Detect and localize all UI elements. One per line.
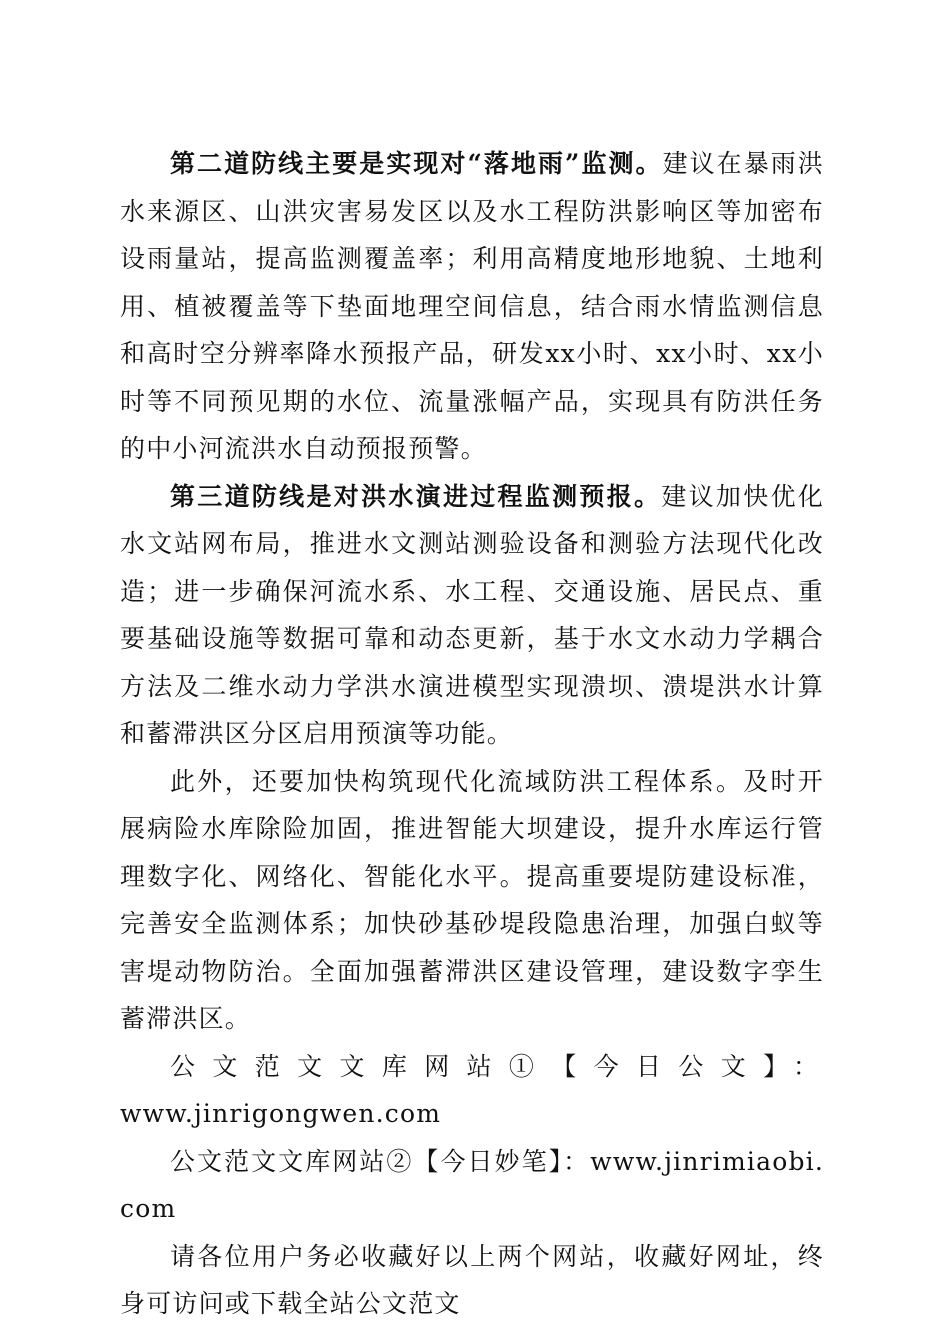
site2-url[interactable]: www.jinrimiaobi.com (120, 1146, 824, 1223)
notice-paragraph: 请各位用户务必收藏好以上两个网站，收藏好网址，终身可访问或下载全站公文范文 (120, 1241, 824, 1318)
site2-label: 公文范文文库网站②【今日妙笔】： (170, 1146, 591, 1176)
site1-url[interactable]: www.jinrigongwen.com (120, 1099, 442, 1128)
paragraph-body: 此外，还要加快构筑现代化流域防洪工程体系。及时开展病险水库除险加固，推进智能大坝建设，提升水库运行管理数字化、网络化、智能化水平。提高重要堤防建设标准，完善安全监测体系；加快砂基砂堤段隐患治理，加强白蚁等害堤动物防治。全面加强蓄滞洪区建设管理，建设数字孪生蓄滞洪区。 (120, 766, 824, 1033)
paragraph-additional (120, 758, 824, 1043)
paragraph-body: 建议加快优化水文站网布局，推进水文测站测验设备和测验方法现代化改造；进一步确保河流水系、水工程、交通设施、居民点、重要基础设施等数据可靠和动态更新，基于水文水动力学耦合方法及二维水动力学洪水演进模型实现溃坝、溃堤洪水计算和蓄滞洪区分区启用预演等功能。 (120, 481, 825, 748)
paragraph-third-defense (120, 473, 824, 758)
paragraph-lead: 第三道防线是对洪水演进过程监测预报。 (170, 481, 662, 511)
paragraph-second-defense (120, 140, 824, 473)
document-page (120, 140, 824, 1328)
paragraph-body: 建议在暴雨洪水来源区、山洪灾害易发区以及水工程防洪影响区等加密布设雨量站，提高监测覆盖率；利用高精度地形地貌、土地利用、植被覆盖等下垫面地理空间信息，结合雨水情监测信息和高时空分辨率降水预报产品，研发xx小时、xx小时、xx小时等不同预见期的水位、流量涨幅产品，实现具有防洪任务的中小河流洪水自动预报预警。 (120, 149, 825, 463)
paragraph-lead: 第二道防线主要是实现对“落地雨”监测。 (170, 149, 663, 178)
site2-line (120, 1138, 824, 1233)
site1-label: 公文范文文库网站①【今日公文】： (170, 1051, 824, 1081)
